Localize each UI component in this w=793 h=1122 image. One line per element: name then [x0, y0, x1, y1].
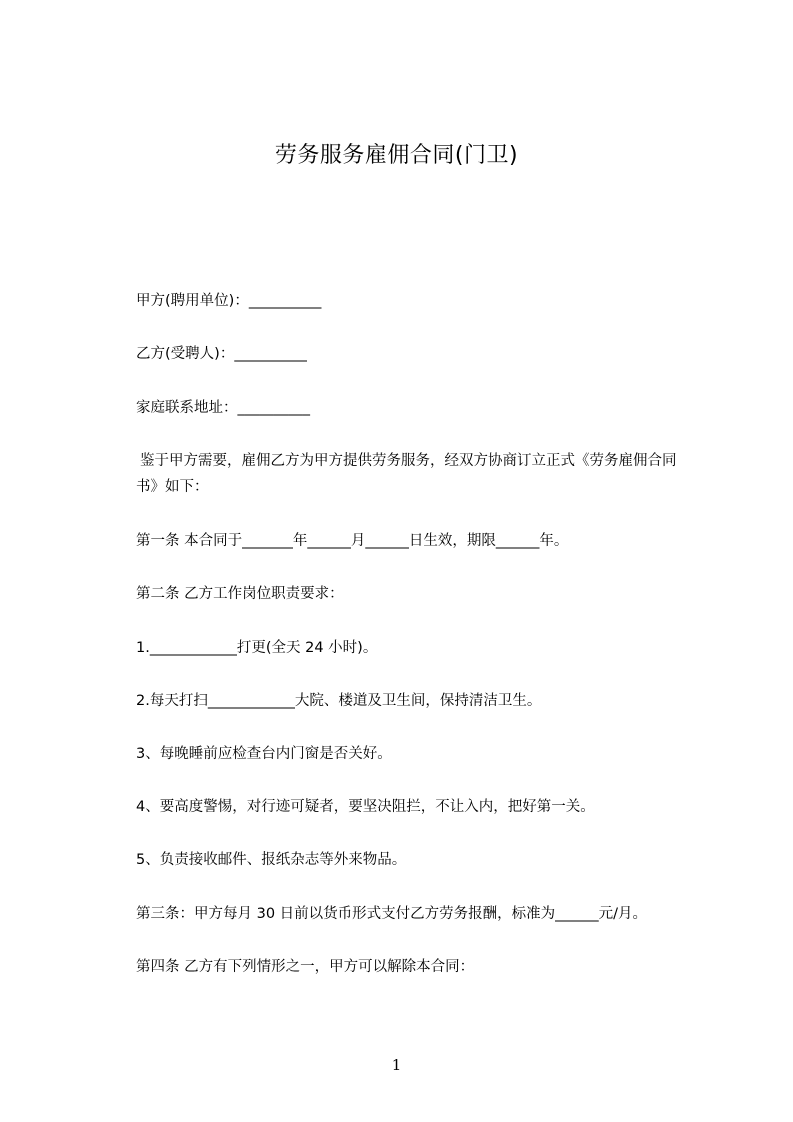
- article-1: 第一条 本合同于_______年______月______日生效，期限______年。: [136, 533, 569, 549]
- preamble-paragraph: 鉴于甲方需要，雇佣乙方为甲方提供劳务服务，经双方协商订立正式《劳务雇佣合同书》如下：: [136, 453, 677, 495]
- duty-item-1: 1.____________打更(全天 24 小时)。: [136, 640, 378, 656]
- duty-item-2: 2.每天打扫____________大院、楼道及卫生间，保持清洁卫生。: [136, 693, 542, 709]
- document-title: 劳务服务雇佣合同(门卫): [274, 143, 519, 168]
- duty-item-4: 4、要高度警惕，对行迹可疑者，要坚决阻拦，不让入内，把好第一关。: [136, 799, 595, 815]
- duty-item-5: 5、负责接收邮件、报纸杂志等外来物品。: [136, 852, 407, 868]
- article-2: 第二条 乙方工作岗位职责要求：: [136, 586, 344, 602]
- party-a-line: 甲方(聘用单位)：__________: [136, 293, 322, 309]
- article-3: 第三条：甲方每月 30 日前以货币形式支付乙方劳务报酬，标准为______元/月。: [136, 906, 648, 922]
- address-line: 家庭联系地址：__________: [136, 400, 310, 416]
- duty-item-3: 3、每晚睡前应检查台内门窗是否关好。: [136, 746, 392, 762]
- party-b-line: 乙方(受聘人)：__________: [136, 346, 307, 362]
- article-4: 第四条 乙方有下列情形之一，甲方可以解除本合同：: [136, 959, 475, 975]
- page-number: 1: [391, 1056, 402, 1074]
